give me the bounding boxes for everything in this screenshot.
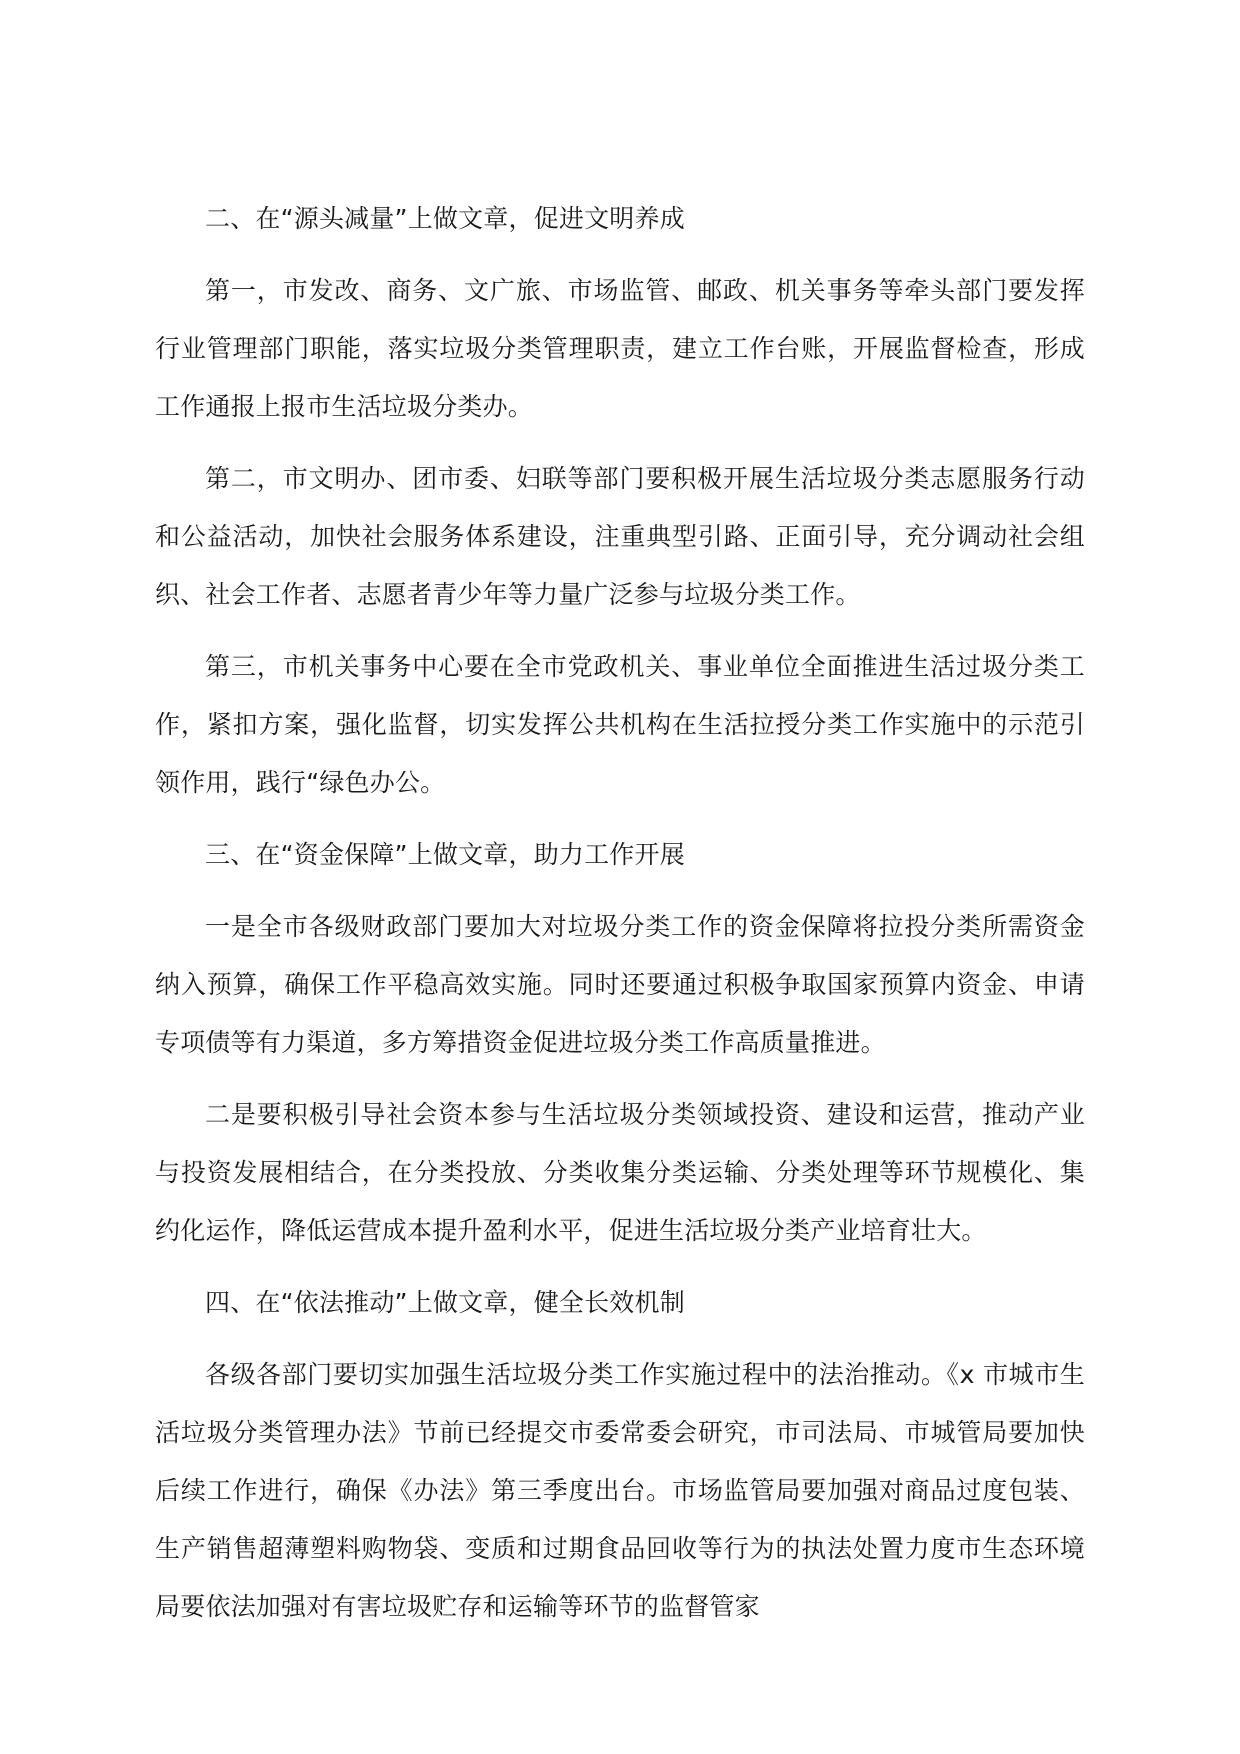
paragraph-legal: 各级各部门要切实加强生活垃圾分类工作实施过程中的法治推动。《x 市城市生活垃圾分类管理办法》节前已经提交市委常委会研究，市司法局、市城管局要加快后续工作进行，确保《办法》第三季度出台。市场监管局要加强对商品过度包装、生产销售超薄塑料购物袋、变质和过期食品回收等行为的执法处置力度市生态环境局要依法加强对有害垃圾贮存和运输等环节的监督管家 xyxy=(155,1360,1085,1621)
paragraph-funding-one: 一是全市各级财政部门要加大对垃圾分类工作的资金保障将拉投分类所需资金纳入预算，确保工作平稳高效实施。同时还要通过积极争取国家预算内资金、申请专项债等有力渠道，多方筹措资金促进垃圾分类工作高质量推进。 xyxy=(155,912,1085,1057)
paragraph-third: 第三，市机关事务中心要在全市党政机关、事业单位全面推进生活过圾分类工作，紧扣方案，强化监督，切实发挥公共机构在生活拉授分类工作实施中的示范引领作用，践行“绿色办公。 xyxy=(155,652,1085,797)
section-heading-2: 二、在“源头减量”上做文章，促进文明养成 xyxy=(205,204,685,233)
section-heading-4: 四、在“依法推动”上做文章，健全长效机制 xyxy=(205,1288,685,1317)
paragraph-first: 第一，市发改、商务、文广旅、市场监管、邮政、机关事务等牵头部门要发挥行业管理部门职能，落实垃圾分类管理职责，建立工作台账，开展监督检查，形成工作通报上报市生活垃圾分类办。 xyxy=(155,276,1085,421)
paragraph-funding-two: 二是要积极引导社会资本参与生活垃圾分类领域投资、建设和运营，推动产业与投资发展相结合，在分类投放、分类收集分类运输、分类处理等环节规模化、集约化运作，降低运营成本提升盈利水平，促进生活垃圾分类产业培育壮大。 xyxy=(155,1100,1085,1245)
paragraph-second: 第二，市文明办、团市委、妇联等部门要积极开展生活垃圾分类志愿服务行动和公益活动，加快社会服务体系建设，注重典型引路、正面引导，充分调动社会组织、社会工作者、志愿者青少年等力量广泛参与垃圾分类工作。 xyxy=(155,464,1085,609)
document-page xyxy=(155,190,1085,1650)
section-heading-3: 三、在“资金保障”上做文章，助力工作开展 xyxy=(205,840,685,869)
